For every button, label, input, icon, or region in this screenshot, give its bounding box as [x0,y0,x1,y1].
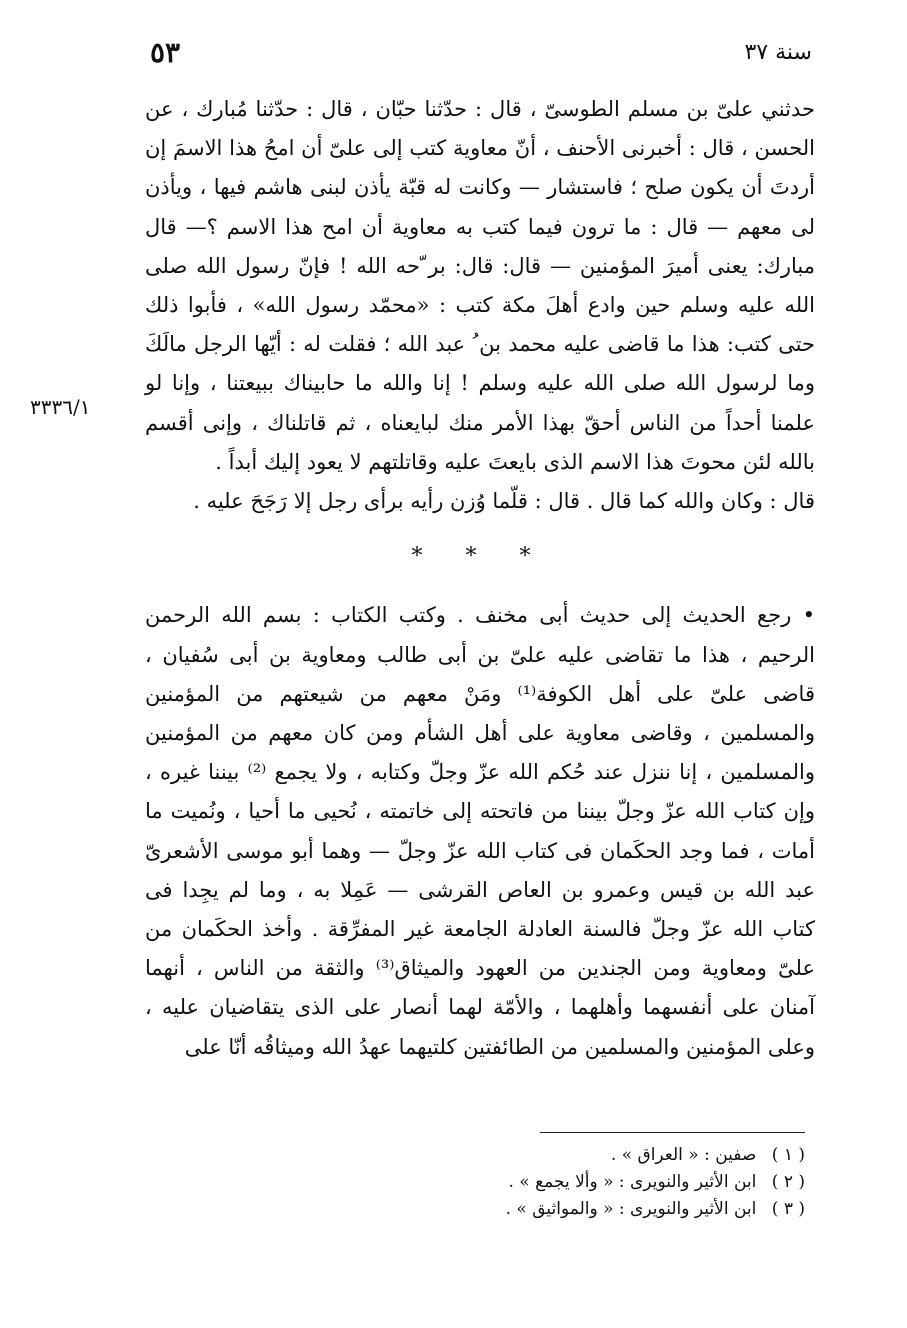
footnote-1 [400,1142,805,1169]
footnote-3 [400,1196,805,1223]
footnotes [400,1142,805,1223]
footnote-2 [400,1169,805,1196]
page-number: ٥٣ [150,36,181,69]
paragraph-hadith: حدثني علىّ بن مسلم الطوسىّ ، قال : حدّثنا حبّان ، قال : حدّثنا مُبارك ، عن الحسن ، قال : أخبرنى الأحنف ، أنّ معاوية كتب إلى علىّ أن امحُ هذا الاسمَ إن أردتَ أن يكون صلح ؛ فاستشار — وكانت له قبّة يأذن لبنى هاشم فيها ، ويأذن لى معهم — قال : ما ترون فيما كتب به معاوية أن امح هذا الاسم ؟— قال مبارك: يعنى أميرَ المؤمنين — قال: قال: بر ّحه الله ! فإنّ رسول الله صلى الله عليه وسلم حين وادع أهلَ مكة كتب : «محمّد رسول الله» ، فأبوا ذلك حتى كتب: هذا ما قاضى عليه محمد بن ُ عبد الله ؛ فقلت له : أيّها الرجل مالَكَ وما لرسول الله صلى الله عليه وسلم ! إنا والله ما حابيناك ببيعتنا ، وإنا لو علمنا أحداً من الناس أحقّ بهذا الأمر منك لبايعناه ، ثم قاتلناك ، وإنى أقسم بالله لئن محوتَ هذا الاسم الذى بايعتَ عليه وقاتلتهم لا يعود إليك أبداً . [145,97,815,474]
paragraph-conclusion: قال : وكان والله كما قال . قال : قلّما وُزن رأيه برأى رجل إلا رَجَحَ عليه . [193,489,815,514]
main-text [145,90,815,1067]
footnote-rule [540,1132,805,1133]
footnote-mark: ( ٢ ) [771,1172,805,1192]
footnote-mark: ( ٣ ) [771,1199,805,1219]
running-head: سنة ٣٧ [744,40,812,65]
page-header [150,36,812,76]
section-separator: * * * [411,544,549,570]
footnote-text: ابن الأثير والنويرى : « وألا يجمع » . [508,1172,757,1192]
margin-reference: ٣٣٣٦/١ [30,395,91,419]
footnote-text: صفين : « العراق » . [610,1145,757,1165]
footnote-text: ابن الأثير والنويرى : « والمواثيق » . [505,1199,757,1219]
footnote-mark: ( ١ ) [771,1145,805,1165]
paragraph-treaty: • رجع الحديث إلى حديث أبى مخنف . وكتب الكتاب : بسم الله الرحمن الرحيم ، هذا ما تقاضى عليه علىّ بن أبى طالب ومعاوية بن أبى سُفيان ، قاضى علىّ على أهل الكوفة⁽¹⁾ ومَنْ معهم من شيعتهم من المؤمنين والمسلمين ، وقاضى معاوية على أهل الشأم ومن كان معهم من المؤمنين والمسلمين ، إنا ننزل عند حُكم الله عزّ وجلّ وكتابه ، ولا يجمع ⁽²⁾ بيننا غيره ، وإن كتاب الله عزّ وجلّ بيننا من فاتحته إلى خاتمته ، نُحيى ما أحيا ، ونُميت ما أمات ، فما وجد الحكَمان فى كتاب الله عزّ وجلّ — وهما أبو موسى الأشعرىّ عبد الله بن قيس وعمرو بن العاص القرشى — عَمِلا به ، وما لم يجِدا فى كتاب الله عزّ وجلّ فالسنة العادلة الجامعة غير المفرِّقة . وأخذ الحكَمان من علىّ ومعاوية ومن الجندين من العهود والميثاق⁽³⁾ والثقة من الناس ، أنهما آمنان على أنفسهما وأهلهما ، والأمّة لهما أنصار على الذى يتقاضيان عليه ، وعلى المؤمنين والمسلمين من الطائفتين كلتيهما عهدُ الله وميثاقُه أنّا على [145,603,816,1059]
